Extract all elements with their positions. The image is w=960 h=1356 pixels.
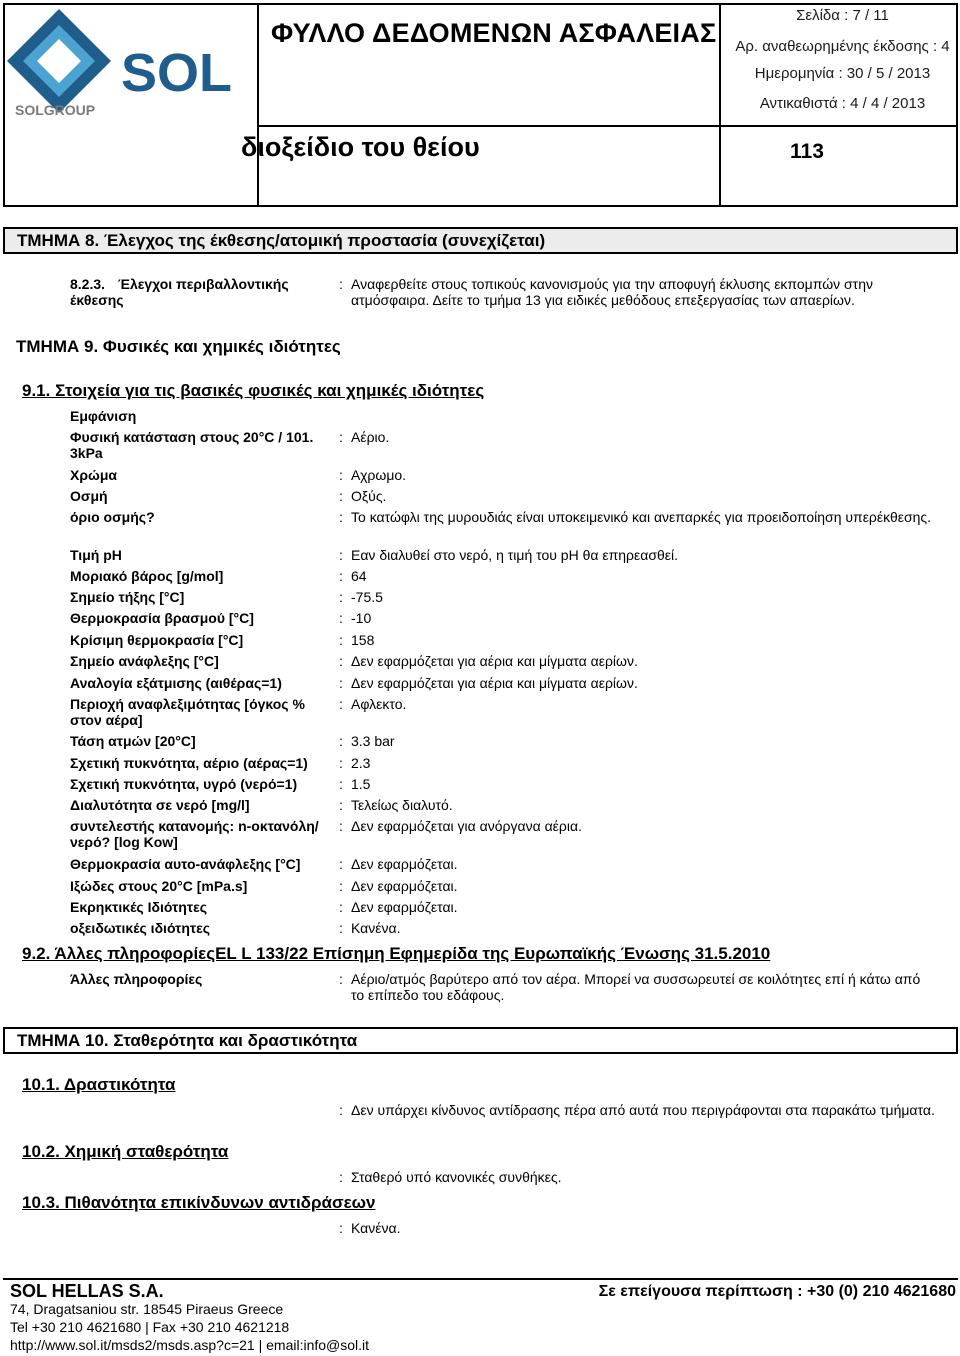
logo-brand-text: SOL	[121, 43, 233, 103]
property-label: όριο οσμής?	[70, 509, 155, 525]
section-8-heading: ΤΜΗΜΑ 8. Έλεγχος της έκθεσης/ατομική προστασία (συνεχίζεται)	[3, 227, 958, 254]
logo-cell	[3, 3, 259, 207]
property-value: Δεν εφαρμόζεται για αέρια και μίγματα αερίων.	[351, 653, 638, 669]
colon: :	[339, 878, 343, 894]
appearance-heading: Εμφάνιση	[70, 408, 137, 424]
property-value: Τελείως διαλυτό.	[351, 797, 453, 813]
footer-web-link[interactable]: http://www.sol.it/msds2/msds.asp?c=21 | email:info@sol.it	[10, 1337, 370, 1353]
property-label: Χρώμα	[70, 467, 117, 483]
colon: :	[339, 971, 343, 987]
property-value: 64	[351, 568, 367, 584]
property-label: Ιξώδες στους 20°C [mPa.s]	[70, 878, 248, 894]
colon: :	[339, 776, 343, 792]
colon: :	[339, 547, 343, 563]
colon: :	[339, 797, 343, 813]
colon: :	[339, 509, 343, 525]
property-label: συντελεστής κατανομής: n-οκτανόλη/ νερό? [log Kow]	[70, 818, 319, 850]
property-label: Φυσική κατάσταση στους 20°C / 101. 3kPa	[70, 429, 314, 461]
revision-number: Αρ. αναθεωρημένης έκδοσης : 4	[735, 38, 950, 55]
property-label: Μοριακό βάρος [g/mol]	[70, 568, 224, 584]
property-label: Αναλογία εξάτμισης (αιθέρας=1)	[70, 675, 282, 691]
subsection-10-3-heading: 10.3. Πιθανότητα επικίνδυνων αντιδράσεων	[22, 1193, 376, 1212]
property-value: Κανένα.	[351, 920, 401, 936]
product-name: διοξείδιο του θείου	[241, 132, 480, 162]
colon: :	[339, 733, 343, 749]
property-value: Εαν διαλυθεί στο νερό, η τιμή του pH θα επηρεασθεί.	[351, 547, 679, 563]
colon: :	[339, 1220, 343, 1236]
colon: :	[339, 488, 343, 504]
property-label: οξειδωτικές ιδιότητες	[70, 920, 211, 936]
property-value: 158	[351, 632, 375, 648]
footer-divider	[3, 1278, 958, 1280]
colon: :	[339, 653, 343, 669]
colon: :	[339, 1169, 343, 1185]
logo-group-text: SOLGROUP	[15, 102, 96, 118]
property-value: 1.5	[351, 776, 371, 792]
colon: :	[339, 1102, 343, 1118]
subsection-10-2-heading: 10.2. Χημική σταθερότητα	[22, 1142, 229, 1161]
property-value: Οξύς.	[351, 488, 387, 504]
product-number: 113	[790, 140, 824, 163]
colon: :	[339, 429, 343, 445]
colon: :	[339, 589, 343, 605]
page-number: Σελίδα : 7 / 11	[796, 7, 889, 24]
property-value: Δεν εφαρμόζεται για αέρια και μίγματα αερίων.	[351, 675, 638, 691]
property-value: Αχρωμο.	[351, 467, 407, 483]
subsection-10-1-value: Δεν υπάρχει κίνδυνος αντίδρασης πέρα από αυτά που περιγράφονται στα παρακάτω τμήματα.	[351, 1102, 935, 1118]
subsection-10-2-value: Σταθερό υπό κανονικές συνθήκες.	[351, 1169, 562, 1185]
property-value: Αέριο.	[351, 429, 390, 445]
logo-diamond-icon	[7, 9, 111, 113]
property-label: Σημείο ανάφλεξης [°C]	[70, 653, 219, 669]
property-value: -75.5	[351, 589, 383, 605]
colon: :	[339, 755, 343, 771]
other-info-label: Άλλες πληροφορίες	[70, 971, 203, 987]
item-8-2-3-number: 8.2.3.	[70, 276, 106, 292]
property-label: Διαλυτότητα σε νερό [mg/l]	[70, 797, 250, 813]
colon: :	[339, 856, 343, 872]
property-value: Δεν εφαρμόζεται.	[351, 856, 458, 872]
supersedes-date: Αντικαθιστά : 4 / 4 / 2013	[759, 95, 926, 112]
property-label: Τάση ατμών [20°C]	[70, 733, 196, 749]
property-value: Αφλεκτο.	[351, 696, 407, 712]
property-value: Δεν εφαρμόζεται για ανόργανα αέρια.	[351, 818, 582, 834]
footer-company: SOL HELLAS S.A.	[10, 1281, 164, 1301]
property-label: Σχετική πυκνότητα, αέριο (αέρας=1)	[70, 755, 308, 771]
issue-date: Ημερομηνία : 30 / 5 / 2013	[754, 65, 931, 82]
property-value: Το κατώφλι της μυρουδιάς είναι υποκειμενικό και ανεπαρκές για προειδοποίηση υπερέκθεσης.	[351, 509, 932, 525]
subsection-9-2-heading: 9.2. Άλλες πληροφορίεςEL L 133/22 Επίσημη Εφημερίδα της Ευρωπαϊκής Ένωσης 31.5.2010	[22, 944, 771, 963]
property-label: Περιοχή αναφλεξιμότητας [όγκος % στον αέρα]	[70, 696, 305, 728]
property-label: Κρίσιμη θερμοκρασία [°C]	[70, 632, 244, 648]
property-value: 3.3 bar	[351, 733, 395, 749]
property-label: Θερμοκρασία βρασμού [°C]	[70, 610, 254, 626]
section-9-heading: ΤΜΗΜΑ 9. Φυσικές και χημικές ιδιότητες	[16, 337, 341, 356]
colon: :	[339, 610, 343, 626]
property-value: Δεν εφαρμόζεται.	[351, 878, 458, 894]
colon: :	[339, 675, 343, 691]
subsection-10-1-heading: 10.1. Δραστικότητα	[22, 1075, 176, 1094]
property-label: Θερμοκρασία αυτο-ανάφλεξης [°C]	[70, 856, 301, 872]
colon: :	[339, 568, 343, 584]
other-info-value: Αέριο/ατμός βαρύτερο από τον αέρα. Μπορεί να συσσωρευτεί σε κοιλότητες επί ή κάτω από το επίπεδο του εδάφους.	[351, 971, 921, 1003]
colon: :	[339, 467, 343, 483]
footer-emergency-phone: Σε επείγουσα περίπτωση : +30 (0) 210 4621680	[598, 1283, 956, 1300]
document-title: ΦΥΛΛΟ ΔΕΔΟΜΕΝΩΝ ΑΣΦΑΛΕΙΑΣ	[271, 18, 717, 48]
property-value: 2.3	[351, 755, 371, 771]
colon: :	[339, 696, 343, 712]
colon: :	[339, 899, 343, 915]
property-value: Δεν εφαρμόζεται.	[351, 899, 458, 915]
colon: :	[339, 920, 343, 936]
colon: :	[339, 818, 343, 834]
item-8-2-3-label: Έλεγχοι περιβαλλοντικής έκθεσης	[70, 276, 289, 308]
property-label: Σημείο τήξης [°C]	[70, 589, 185, 605]
colon: :	[339, 632, 343, 648]
property-value: -10	[351, 610, 372, 626]
section-10-heading: ΤΜΗΜΑ 10. Σταθερότητα και δραστικότητα	[3, 1027, 958, 1054]
colon: :	[339, 276, 343, 292]
property-label: Σχετική πυκνότητα, υγρό (νερό=1)	[70, 776, 298, 792]
property-label: Εκρηκτικές Ιδιότητες	[70, 899, 207, 915]
property-label: Οσμή	[70, 488, 108, 504]
footer-phones: Tel +30 210 4621680 | Fax +30 210 4621218	[10, 1319, 290, 1335]
sol-logo	[3, 3, 255, 203]
property-label: Τιμή pH	[70, 547, 122, 563]
subsection-9-1-heading: 9.1. Στοιχεία για τις βασικές φυσικές και χημικές ιδιότητες	[22, 381, 485, 400]
subsection-10-3-value: Κανένα.	[351, 1220, 401, 1236]
footer-address: 74, Dragatsaniou str. 18545 Piraeus Greece	[10, 1301, 284, 1317]
item-8-2-3-value: Αναφερθείτε στους τοπικούς κανονισμούς για την αποφυγή έκλυσης εκπομπών στην ατμόσφαιρα. Δείτε το τμήμα 13 για ειδικές μεθόδους επεξεργασίας των απαερίων.	[351, 276, 873, 308]
